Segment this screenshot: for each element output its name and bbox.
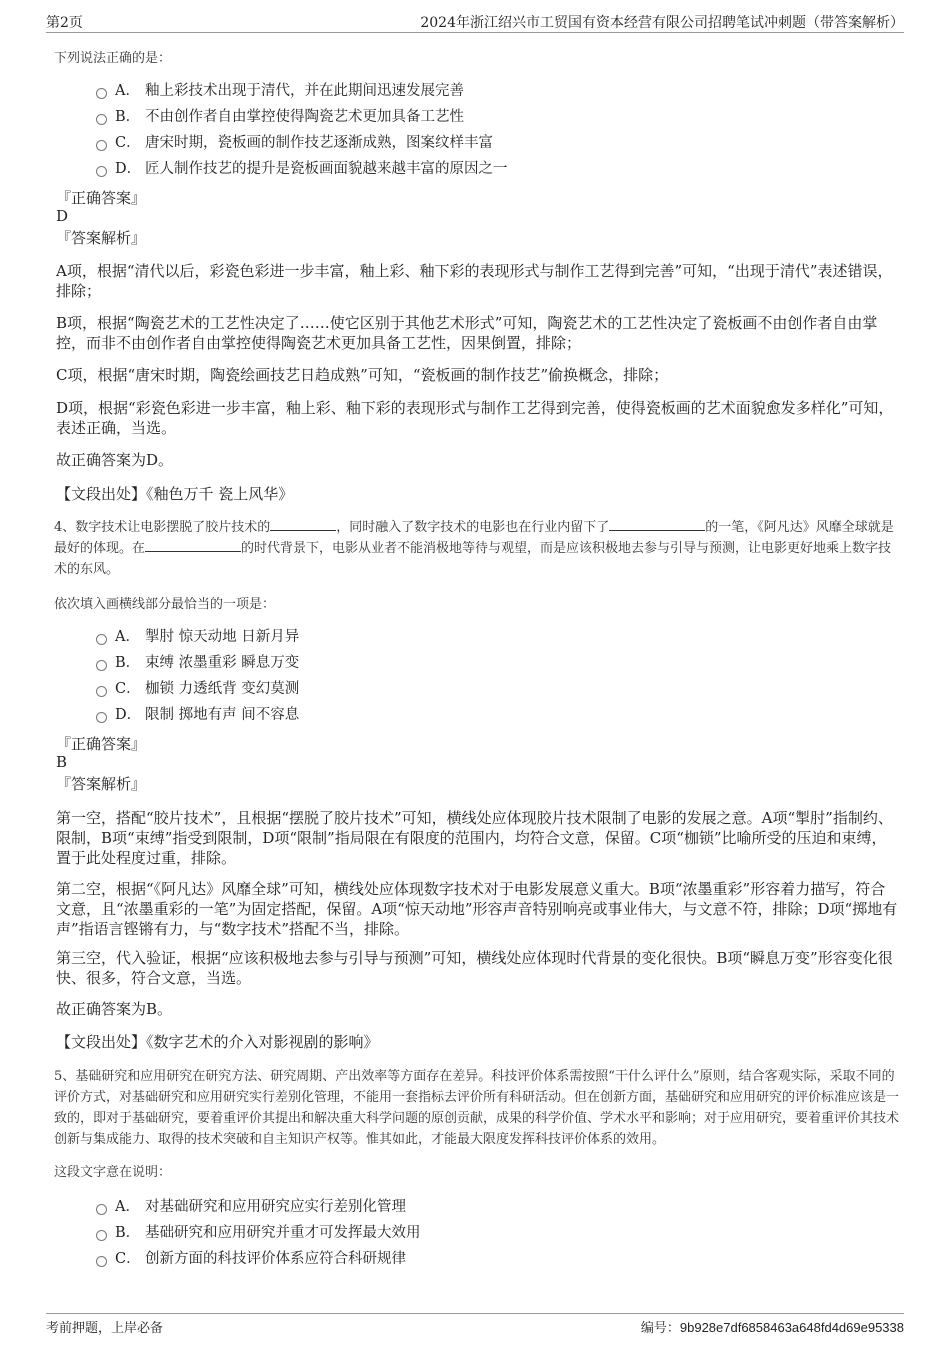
q4-stem: 4、数字技术让电影摆脱了胶片技术的 ，同时融入了数字技术的电影也在行业内留下了 的一笔，《阿凡达》风靡全球就是最好的体现。在 的时代背景下，电影从业者不能消极地等待与观望，而是应该积极地去参与引导与预测，让电影更好地乘上数字技术的东风。 <box>54 517 900 580</box>
radio-icon[interactable] <box>96 686 107 697</box>
q4-prompt: 依次填入画横线部分最恰当的一项是： <box>54 597 276 612</box>
q3-answer: D <box>56 207 69 225</box>
q4-option-d[interactable]: D． 限制 掷地有声 间不容息 <box>96 704 299 726</box>
page-footer <box>46 1313 904 1338</box>
q5-prompt: 这段文字意在说明： <box>54 1165 172 1180</box>
radio-icon[interactable] <box>96 1230 107 1241</box>
radio-icon[interactable] <box>96 1256 107 1267</box>
q3-option-d[interactable]: D． 匠人制作技艺的提升是瓷板画面貌越来越丰富的原因之一 <box>96 158 508 180</box>
q4-analysis-blank2: 第二空，根据“《阿凡达》风靡全球”可知，横线处应体现数字技术对于电影发展意义重大。B项“浓墨重彩”形容着力描写，符合文意，且“浓墨重彩的一笔”为固定搭配，保留。A项“惊天动地”形容声音特别响亮或事业伟大，与文意不符，排除；D项“掷地有声”指语言铿锵有力，与“数字技术”搭配不当，排除。 <box>56 880 898 938</box>
q3-analysis-a: A项，根据“清代以后，彩瓷色彩进一步丰富，釉上彩、釉下彩的表现形式与制作工艺得到完善”可知，“出现于清代”表述错误，排除； <box>56 262 893 300</box>
q5-stem: 5、基础研究和应用研究在研究方法、研究周期、产出效率等方面存在差异。科技评价体系需按照“干什么评什么”原则，结合客观实际，采取不同的评价方式，对基础研究和应用研究实行差别化管理，不能用一套指标去评价所有科研活动。但在创新方面，基础研究和应用研究的评价标准应该是一致的，即对于基础研究，要着重评价其提出和解决重大科学问题的原创贡献，成果的科学价值、学术水平和影响；对于应用研究，要着重评价其技术创新与集成能力、取得的技术突破和自主知识产权等。惟其如此，才能最大限度发挥科技评价体系的效用。 <box>54 1069 900 1147</box>
document-title: 2024年浙江绍兴市工贸国有资本经营有限公司招聘笔试冲刺题（带答案解析） <box>420 15 904 31</box>
q3-analysis-c: C项，根据“唐宋时期，陶瓷绘画技艺日趋成熟”可知，“瓷板画的制作技艺”偷换概念，排除； <box>56 366 669 384</box>
q5-option-c[interactable]: C． 创新方面的科技评价体系应符合科研规律 <box>96 1248 406 1270</box>
q4-option-b[interactable]: B． 束缚 浓墨重彩 瞬息万变 <box>96 652 299 674</box>
page-number: 第2页 <box>46 15 83 31</box>
footer-slogan: 考前押题，上岸必备 <box>46 1321 164 1336</box>
radio-icon[interactable] <box>96 114 107 125</box>
q4-answer: B <box>56 753 68 771</box>
q3-answer-label: 『正确答案』 <box>56 189 147 207</box>
radio-icon[interactable] <box>96 712 107 723</box>
q3-analysis-label: 『答案解析』 <box>56 229 147 247</box>
q5-option-b[interactable]: B． 基础研究和应用研究并重才可发挥最大效用 <box>96 1222 421 1244</box>
q3-prompt: 下列说法正确的是： <box>54 51 172 66</box>
q3-analysis-d: D项，根据“彩瓷色彩进一步丰富，釉上彩、釉下彩的表现形式与制作工艺得到完善，使得瓷板画的艺术面貌愈发多样化”可知，表述正确，当选。 <box>56 399 894 437</box>
radio-icon[interactable] <box>96 660 107 671</box>
q3-option-a[interactable]: A． 釉上彩技术出现于清代，并在此期间迅速发展完善 <box>96 80 464 102</box>
page-header <box>46 10 904 33</box>
q4-option-a[interactable]: A． 掣肘 惊天动地 日新月异 <box>96 626 299 648</box>
radio-icon[interactable] <box>96 634 107 645</box>
fill-blank-1[interactable] <box>270 517 336 531</box>
q4-option-c[interactable]: C． 枷锁 力透纸背 变幻莫测 <box>96 678 299 700</box>
q3-conclusion: 故正确答案为D。 <box>56 451 174 469</box>
q3-option-b[interactable]: B． 不由创作者自由掌控使得陶瓷艺术更加具备工艺性 <box>96 106 464 128</box>
radio-icon[interactable] <box>96 88 107 99</box>
radio-icon[interactable] <box>96 140 107 151</box>
document-code: 编号：9b928e7df6858463a648fd4d69e95338 <box>640 1320 904 1336</box>
q4-conclusion: 故正确答案为B。 <box>56 1000 173 1018</box>
radio-icon[interactable] <box>96 166 107 177</box>
fill-blank-2[interactable] <box>609 517 705 531</box>
q5-option-a[interactable]: A． 对基础研究和应用研究应实行差别化管理 <box>96 1196 406 1218</box>
q3-analysis-b: B项，根据“陶瓷艺术的工艺性决定了……使它区别于其他艺术形式”可知，陶瓷艺术的工艺性决定了瓷板画不由创作者自由掌控，而非不由创作者自由掌控使得陶瓷艺术更加具备工艺性，因果倒置，排除； <box>56 314 878 352</box>
radio-icon[interactable] <box>96 1204 107 1215</box>
q4-analysis-blank3: 第三空，代入验证，根据“应该积极地去参与引导与预测”可知，横线处应体现时代背景的变化很快。B项“瞬息万变”形容变化很快、很多，符合文意，当选。 <box>56 949 893 987</box>
q4-answer-label: 『正确答案』 <box>56 735 147 753</box>
fill-blank-3[interactable] <box>145 538 241 552</box>
q4-analysis-label: 『答案解析』 <box>56 775 147 793</box>
q4-source: 【文段出处】《数字艺术的介入对影视剧的影响》 <box>56 1033 379 1051</box>
q3-source: 【文段出处】《釉色万千 瓷上风华》 <box>56 485 294 503</box>
q4-analysis-blank1: 第一空，搭配“胶片技术”，且根据“摆脱了胶片技术”可知，横线处应体现胶片技术限制了电影的发展之意。A项“掣肘”指制约、限制，B项“束缚”指受到限制，D项“限制”指局限在有限度的范围内，均符合文意，保留。C项“枷锁”比喻所受的压迫和束缚，置于此处程度过重，排除。 <box>56 809 893 867</box>
q3-option-c[interactable]: C． 唐宋时期，瓷板画的制作技艺逐渐成熟，图案纹样丰富 <box>96 132 493 154</box>
